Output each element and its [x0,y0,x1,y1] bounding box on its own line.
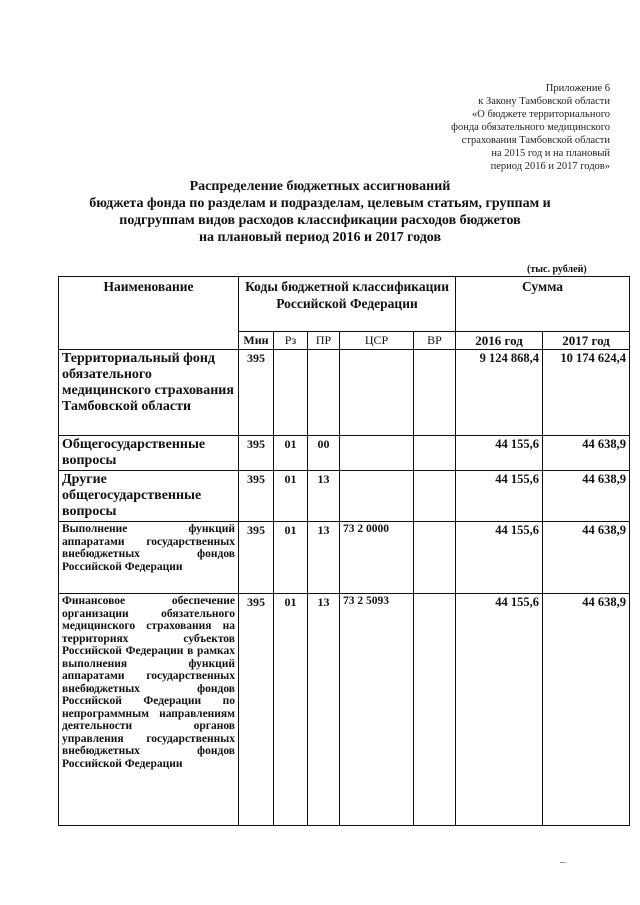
row-rz: 01 [274,522,308,594]
row-amount-2017: 44 638,9 [543,594,630,826]
table-row [59,471,630,522]
row-name: Выполнение функций аппаратами государственных внебюджетных фондов Российской Федерации [59,522,239,594]
row-pr: 13 [308,522,340,594]
row-name: Территориальный фонд обязательного медицинского страхования Тамбовской области [59,350,239,436]
appendix-line: страхования Тамбовской области [461,135,610,146]
column-header-min: Мин [239,332,274,350]
row-amount-2016: 44 155,6 [456,522,543,594]
appendix-line: период 2016 и 2017 годов» [490,161,610,172]
row-amount-2016: 44 155,6 [456,436,543,471]
row-csr [340,350,414,436]
row-amount-2016: 9 124 868,4 [456,350,543,436]
row-min: 395 [239,350,274,436]
row-vr [414,522,456,594]
row-vr [414,350,456,436]
column-header-sum: Сумма [456,277,630,332]
row-pr: 13 [308,594,340,826]
scan-mark [560,862,566,863]
row-amount-2017: 10 174 624,4 [543,350,630,436]
column-header-codes: Коды бюджетной классификации Российской Федерации [239,277,456,332]
title-line: Распределение бюджетных ассигнований [189,179,451,194]
row-csr [340,471,414,522]
row-csr: 73 2 0000 [340,522,414,594]
row-min: 395 [239,436,274,471]
document-title [40,178,600,246]
appendix-line: к Закону Тамбовской области [478,96,610,107]
column-header-csr: ЦСР [340,332,414,350]
row-name: Общегосударственные вопросы [59,436,239,471]
row-min: 395 [239,471,274,522]
column-header-name: Наименование [59,277,239,350]
title-line: подгруппам видов расходов классификации расходов бюджетов [119,213,521,228]
column-header-pr: ПР [308,332,340,350]
appendix-line: фонда обязательного медицинского [451,122,610,133]
row-amount-2017: 44 638,9 [543,436,630,471]
row-pr: 13 [308,471,340,522]
row-min: 395 [239,594,274,826]
table-row [59,436,630,471]
row-pr [308,350,340,436]
row-name: Финансовое обеспечение организации обязательного медицинского страхования на территориях субъектов Российской Федерации в рамках выполнения функций аппаратами государственных внебюджетных фондов Российской Федерации по непрограммным направлениям деятельности органов управления государственных внебюджетных фондов Российской Федерации [59,594,239,826]
budget-table [58,276,630,826]
title-line: бюджета фонда по разделам и подразделам, целевым статьям, группам и [89,196,551,211]
row-vr [414,436,456,471]
row-rz: 01 [274,594,308,826]
row-rz [274,350,308,436]
row-vr [414,471,456,522]
appendix-line: «О бюджете территориального [472,109,610,120]
row-csr [340,436,414,471]
row-amount-2016: 44 155,6 [456,594,543,826]
table-header-row [59,277,630,332]
row-amount-2016: 44 155,6 [456,471,543,522]
appendix-line: Приложение 6 [545,83,610,94]
row-rz: 01 [274,436,308,471]
units-label: (тыс. рублей) [527,264,587,275]
row-vr [414,594,456,826]
appendix-line: на 2015 год и на плановый [491,148,610,159]
column-header-vr: ВР [414,332,456,350]
table-row [59,594,630,826]
row-csr: 73 2 5093 [340,594,414,826]
column-header-rz: Рз [274,332,308,350]
row-pr: 00 [308,436,340,471]
row-name: Другие общегосударственные вопросы [59,471,239,522]
row-min: 395 [239,522,274,594]
title-line: на плановый период 2016 и 2017 годов [198,230,442,245]
row-rz: 01 [274,471,308,522]
column-header-2016: 2016 год [456,332,543,350]
row-amount-2017: 44 638,9 [543,522,630,594]
row-amount-2017: 44 638,9 [543,471,630,522]
table-row [59,522,630,594]
column-header-2017: 2017 год [543,332,630,350]
table-row [59,350,630,436]
appendix-note [380,82,610,173]
